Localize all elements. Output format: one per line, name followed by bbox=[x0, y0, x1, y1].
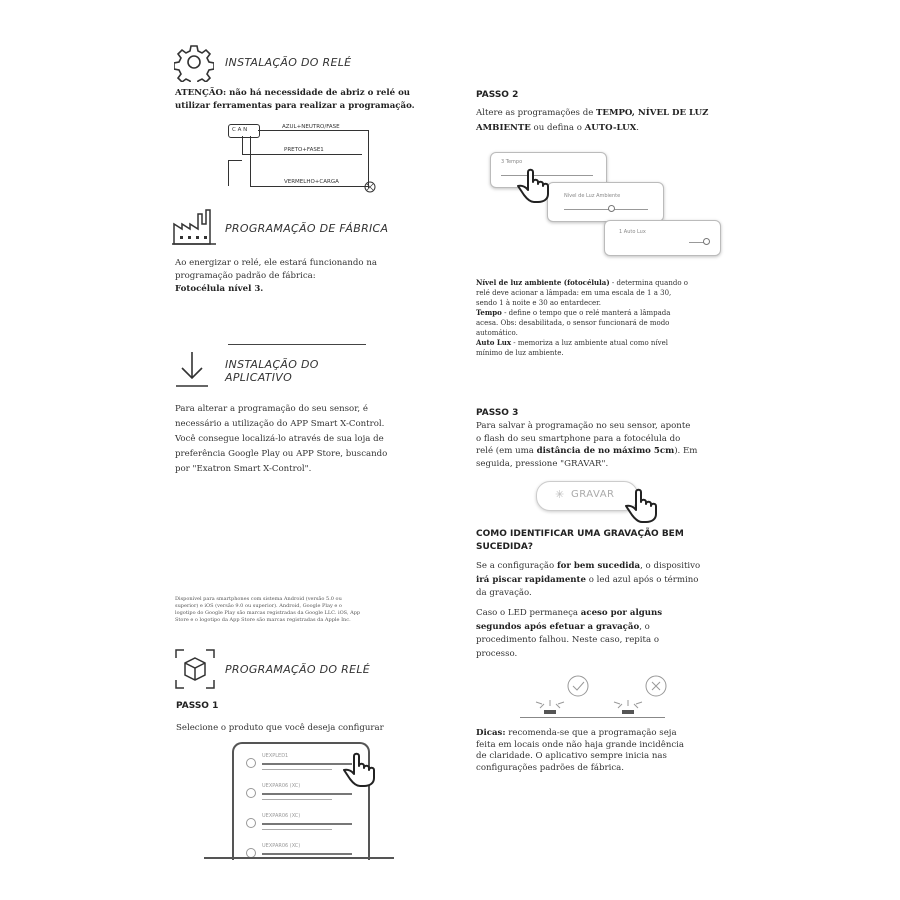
relay-install-title: INSTALAÇÃO DO RELÉ bbox=[225, 56, 352, 69]
identify-failure-text: Caso o LED permaneça aceso por alguns segundos após efetuar a gravação, o procedimento falhou. Neste caso, repita o processo. bbox=[476, 608, 663, 659]
app-install-text: Para alterar a programação do seu sensor, é necessário a utilização do APP Smart X-Control. Você consegue localizá-lo através de sua loja de preferência Google Play ou APP Store, buscando por "Exatron Smart X-Control". bbox=[175, 404, 388, 474]
product-radio bbox=[246, 788, 256, 798]
product-label: UEXPAR06 (XC) bbox=[262, 843, 301, 849]
definitions-text: Nível de luz ambiente (fotocélula) - determina quando o relé deve acionar a lâmpada: em uma escala de 1 a 30, sendo 1 à noite e 30 ao entardecer. Tempo - define o tempo que o relé manterá a lâmpada acesa. Obs: desabilitada, o sensor funcionará de modo automático. Auto Lux - memoriza a luz ambiente atual como nível mínimo de luz ambiente. bbox=[476, 278, 688, 357]
gravar-button-label: GRAVAR bbox=[571, 489, 615, 500]
divider bbox=[520, 717, 665, 718]
wiring-diagram bbox=[228, 124, 388, 196]
passo-2-text: Altere as programações de TEMPO, NÍVEL DE LUZ AMBIENTE ou defina o AUTO-LUX. bbox=[476, 108, 709, 133]
product-label: UEXPAR06 (XC) bbox=[262, 813, 301, 819]
factory-text: Ao energizar o relé, ele estará funcionando na programação padrão de fábrica: Fotocélula nível 3. bbox=[175, 258, 377, 294]
cube-scan-icon bbox=[174, 648, 216, 690]
factory-title: PROGRAMAÇÃO DE FÁBRICA bbox=[225, 222, 389, 235]
led-fail-icon bbox=[612, 672, 678, 716]
passo-1-text: Selecione o produto que você deseja configurar bbox=[176, 723, 384, 733]
lamp-icon bbox=[362, 179, 378, 195]
divider bbox=[228, 344, 366, 345]
factory-icon bbox=[172, 208, 216, 246]
passo-3-text: Para salvar à programação no seu sensor, aponte o flash do seu smartphone para a fotocélula do relé (em uma distância de no máximo 5cm). Em seguida, pressione "GRAVAR". bbox=[476, 421, 698, 469]
wire-label-black: PRETO+FASE1 bbox=[284, 147, 324, 153]
wire-label-red: VERMELHO+CARGA bbox=[284, 179, 339, 185]
tips-text: Dicas: recomenda-se que a programação seja feita em locais onde não haja grande incidência de claridade. O aplicativo sempre inicia nas configurações padrões de fábrica. bbox=[476, 728, 685, 773]
auto-lux-card[interactable] bbox=[604, 220, 721, 256]
light-level-card-label: Nível de Luz Ambiente bbox=[564, 193, 621, 199]
product-radio bbox=[246, 818, 256, 828]
product-label: UEXPLED1 bbox=[262, 753, 289, 759]
light-level-slider[interactable] bbox=[564, 209, 648, 210]
tap-hand-icon bbox=[514, 164, 560, 204]
relay-prog-title: PROGRAMAÇÃO DO RELÉ bbox=[225, 663, 370, 676]
auto-lux-knob[interactable] bbox=[703, 238, 710, 245]
passo-1-label: PASSO 1 bbox=[176, 701, 219, 711]
auto-lux-card-label: 1 Auto Lux bbox=[619, 229, 646, 235]
passo-3-label: PASSO 3 bbox=[476, 408, 519, 418]
product-item[interactable] bbox=[244, 810, 356, 838]
flash-icon: ✳ bbox=[555, 488, 565, 501]
tempo-card-label: 3 Tempo bbox=[501, 159, 523, 165]
warning-text: ATENÇÃO: não há necessidade de abriz o relé ou utilizar ferramentas para realizar a programação. bbox=[175, 88, 415, 111]
app-store-disclaimer: Disponível para smartphones com sistema Android (versão 5.0 ou superior) e iOS (versão 9.0 ou superior). Android, Google Play e o logotipo do Google Play são marcas registradas da Google LLC. iOS, App Store e o logotipo da App Store são marcas registradas da Apple Inc. bbox=[175, 596, 361, 623]
identify-title: COMO IDENTIFICAR UMA GRAVAÇÃO BEM SUCEDIDA? bbox=[476, 529, 684, 552]
tap-hand-icon bbox=[622, 484, 668, 524]
phone-base-line bbox=[204, 857, 394, 859]
gear-icon bbox=[174, 42, 214, 82]
download-icon bbox=[174, 350, 210, 388]
led-success-icon bbox=[530, 672, 596, 716]
tap-hand-icon bbox=[340, 748, 386, 788]
wire-label-blue: AZUL+NEUTRO/FASE bbox=[282, 124, 340, 130]
identify-success-text: Se a configuração for bem sucedida, o dispositivo irá piscar rapidamente o led azul após o término da gravação. bbox=[476, 561, 701, 598]
app-install-title: INSTALAÇÃO DO APLICATIVO bbox=[225, 358, 319, 384]
light-level-card[interactable] bbox=[547, 182, 664, 222]
passo-2-label: PASSO 2 bbox=[476, 90, 519, 100]
product-radio bbox=[246, 758, 256, 768]
terminal-labels: C A N bbox=[232, 127, 248, 133]
product-label: UEXPAR06 (XC) bbox=[262, 783, 301, 789]
light-level-knob[interactable] bbox=[608, 205, 615, 212]
